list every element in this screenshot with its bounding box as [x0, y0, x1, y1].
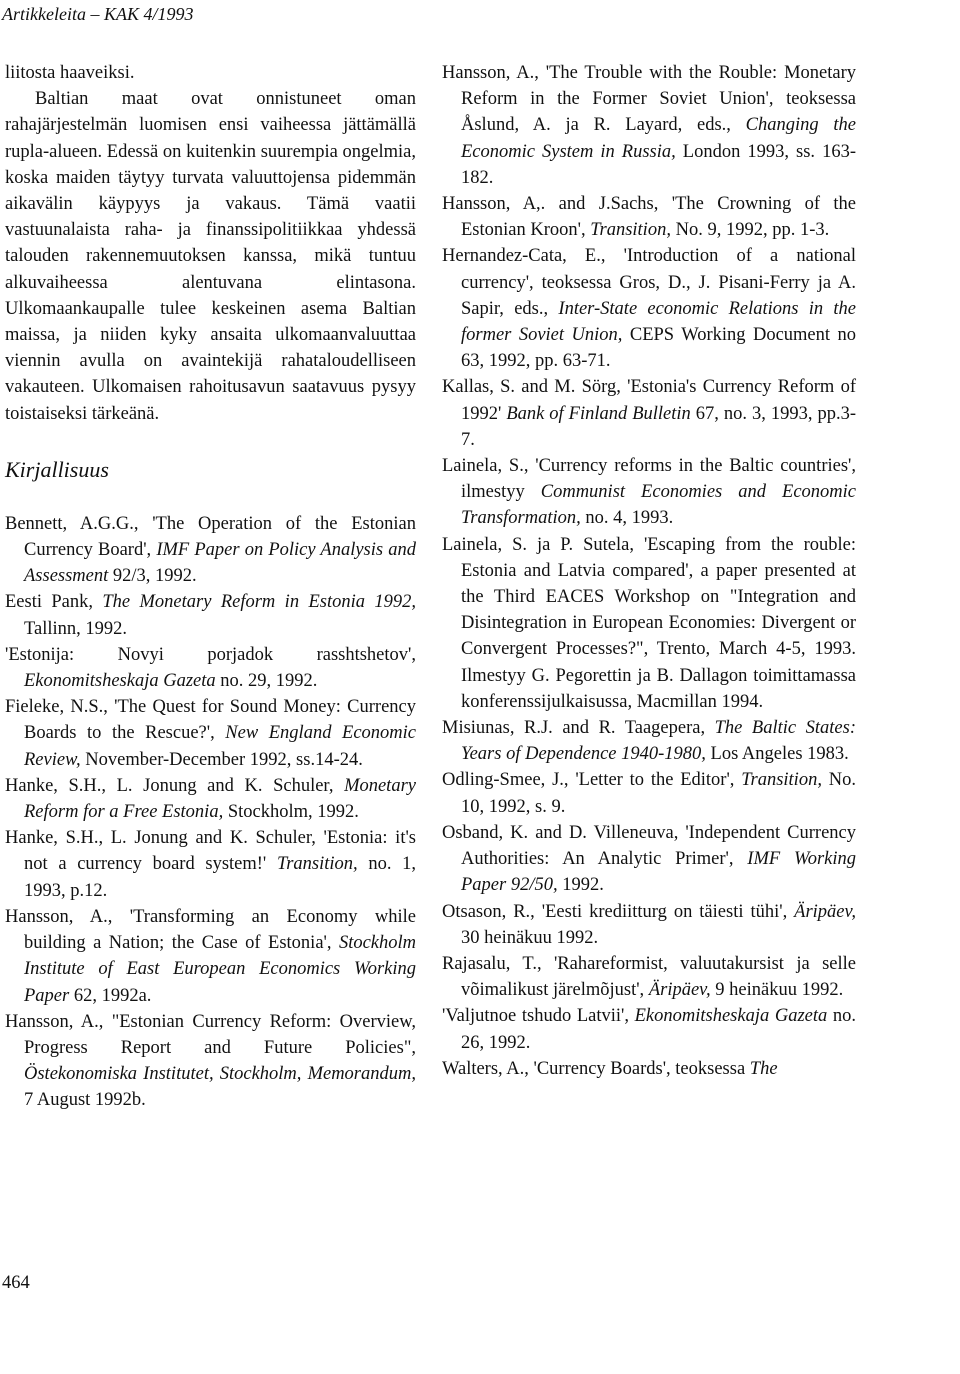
- page-number: 464: [2, 1273, 30, 1293]
- reference-text: Bennett, A.G.G., 'The Operation of the Estonian Currency Board',: [5, 513, 416, 561]
- reference-title: Östekonomiska Institutet, Stockholm, Memorandum,: [24, 1064, 416, 1085]
- reference-text: 67, no. 3, 1993, pp.3-7.: [461, 403, 856, 450]
- reference-text: Hansson, A., 'The Trouble with the Rouble: Monetary Reform in the Former Soviet Union', teoksessa Åslund, A. ja R. Layard, eds.,: [442, 63, 856, 136]
- reference-list-left: [5, 511, 416, 1114]
- reference-title: Äripäev,: [794, 901, 856, 922]
- reference-text: 7 August 1992b.: [24, 1090, 146, 1111]
- reference-entry: [442, 243, 856, 374]
- reference-entry: [442, 453, 856, 532]
- reference-title: Ekonomitsheskaja Gazeta: [634, 1006, 828, 1027]
- reference-entry: [442, 820, 856, 899]
- reference-text: 1992.: [557, 875, 604, 896]
- reference-text: CEPS Working Document no 63, 1992, pp. 63-71.: [461, 325, 857, 372]
- reference-text: London 1993, ss. 163-182.: [461, 141, 856, 188]
- reference-text: No. 10, 1992, s. 9.: [461, 770, 856, 817]
- reference-entry: [442, 1056, 856, 1082]
- reference-entry: [442, 767, 856, 819]
- reference-text: Los Angeles 1983.: [705, 744, 849, 765]
- reference-entry: [5, 589, 416, 641]
- reference-entry: [5, 773, 416, 825]
- reference-title: Monetary Reform for a Free Estonia,: [24, 775, 416, 823]
- reference-text: Lainela, S. ja P. Sutela, 'Escaping from the rouble: Estonia and Latvia compared', a paper presented at the Third EACES Workshop on "Integration and Disintegration in European Economies: Divergent or Convergent Processes?", Trento, March 4-5, 1993. Ilmestyy G. Pegorettin ja B. Dallagon toimittamassa konferenssijulkaisussa, Macmillan 1994.: [442, 534, 856, 712]
- reference-text: Rajasalu, T., 'Rahareformist, valuutakursist ja selle võimalikust järelmõjust',: [442, 953, 856, 1001]
- reference-entry: [442, 715, 856, 767]
- right-column: [442, 60, 856, 1082]
- reference-text: 92/3, 1992.: [108, 566, 197, 587]
- reference-entry: [5, 642, 416, 694]
- reference-entry: [442, 532, 856, 715]
- reference-title: Transition,: [276, 854, 358, 875]
- running-header: Artikkeleita – KAK 4/1993: [2, 4, 194, 24]
- reference-text: No. 9, 1992, pp. 1-3.: [670, 220, 830, 241]
- reference-text: November-December 1992, ss.14-24.: [80, 749, 363, 770]
- reference-title: The Baltic States: Years of Dependence 1940-1980,: [461, 718, 856, 765]
- reference-title: The: [749, 1058, 778, 1079]
- reference-text: Hansson, A., "Estonian Currency Reform: Overview, Progress Report and Future Policies",: [5, 1011, 416, 1058]
- reference-text: 62, 1992a.: [69, 985, 152, 1006]
- reference-text: no. 26, 1992.: [461, 1006, 856, 1053]
- reference-entry: [442, 1003, 856, 1055]
- section-heading-references: Kirjallisuus: [5, 456, 109, 482]
- reference-text: Walters, A., 'Currency Boards', teoksessa: [442, 1058, 750, 1079]
- reference-text: Misiunas, R.J. and R. Taagepera,: [442, 718, 715, 739]
- reference-title: IMF Paper on Policy Analysis and Assessment: [24, 540, 416, 587]
- reference-title: Stockholm Institute of East European Economics Working Paper: [24, 933, 416, 1006]
- body-paragraph-continuation: liitosta haaveiksi.: [5, 63, 135, 83]
- reference-entry: [442, 951, 856, 1003]
- reference-text: Otsason, R., 'Eesti krediitturg on täiesti tühi',: [442, 901, 795, 922]
- reference-text: no. 4, 1993.: [580, 508, 674, 529]
- reference-title: IMF Working Paper 92/50,: [461, 849, 856, 896]
- reference-list-right: [442, 60, 856, 1082]
- left-column: [5, 60, 416, 1114]
- reference-text: Osband, K. and D. Villeneuva, 'Independent Currency Authorities: An Analytic Primer',: [442, 822, 856, 870]
- body-paragraph: Baltian maat ovat onnistuneet oman rahajärjestelmän luomisen ensi vaiheessa jättämällä rupla-alueen. Edessä on kuitenkin suurempia ongelmia, koska maiden täytyy turvata valuuttojensa pidemmän aikavälin käypyys ja vakaus. Tämä vaatii vastuunalaista raha- ja finanssipolitiikkaa yhdessä talouden rakennemuutoksen kanssa, mikä tuntuu alkuvaiheessa alentuvana elintasona. Ulkomaankaupalle tulee keskeinen asema Baltian maissa, ja niiden kyky ansaita ulkomaanvaluuttaa viennin avulla on avaintekijä rahataloudelliseen vakauteen. Ulkomaisen rahoitusavun saatavuus pysyy toistaiseksi tärkeänä.: [5, 89, 416, 424]
- reference-text: no. 29, 1992.: [215, 671, 318, 692]
- reference-text: Hernandez-Cata, E., 'Introduction of a national currency', teoksessa Gros, D., J. Pisani-Ferry ja A. Sapir, eds.,: [442, 246, 856, 319]
- reference-text: Tallinn, 1992.: [24, 618, 128, 639]
- reference-title: Inter-State economic Relations in the former Soviet Union,: [461, 298, 856, 346]
- reference-text: Kallas, S. and M. Sörg, 'Estonia's Currency Reform of 1992': [442, 377, 856, 424]
- reference-text: Fieleke, N.S., 'The Quest for Sound Money: Currency Boards to the Rescue?',: [5, 697, 416, 744]
- reference-text: 9 heinäkuu 1992.: [710, 980, 844, 1001]
- reference-title: Äripäev,: [648, 980, 711, 1001]
- reference-text: Hansson, A., 'Transforming an Economy while building a Nation; the Case of Estonia',: [5, 906, 416, 954]
- reference-title: Transition,: [741, 770, 822, 791]
- reference-text: no. 1, 1993, p.12.: [24, 854, 417, 901]
- reference-entry: [5, 511, 416, 590]
- reference-title: Changing the Economic System in Russia,: [461, 115, 856, 162]
- reference-entry: [5, 1009, 416, 1114]
- reference-text: Hanke, S.H., L. Jonung and K. Schuler,: [5, 775, 345, 796]
- reference-text: Stockholm, 1992.: [223, 802, 359, 823]
- reference-entry: [5, 904, 416, 1009]
- reference-title: Bank of Finland Bulletin: [506, 403, 691, 424]
- reference-entry: [5, 694, 416, 773]
- reference-text: Odling-Smee, J., 'Letter to the Editor',: [442, 770, 742, 791]
- reference-entry: [442, 899, 856, 951]
- reference-title: Communist Economies and Economic Transformation,: [461, 482, 856, 529]
- reference-text: Hansson, A,. and J.Sachs, 'The Crowning of the Estonian Kroon',: [442, 194, 856, 241]
- reference-entry: [442, 191, 856, 243]
- reference-title: Ekonomitsheskaja Gazeta: [24, 671, 216, 692]
- reference-text: Hanke, S.H., L. Jonung and K. Schuler, 'Estonia: it's not a currency board system!': [5, 828, 416, 875]
- reference-title: The Monetary Reform in Estonia 1992,: [102, 592, 416, 613]
- reference-text: Lainela, S., 'Currency reforms in the Baltic countries', ilmestyy: [442, 456, 856, 503]
- reference-title: Transition,: [590, 220, 671, 241]
- reference-text: 30 heinäkuu 1992.: [461, 927, 599, 948]
- reference-text: 'Valjutnoe tshudo Latvii',: [442, 1006, 635, 1027]
- reference-title: New England Economic Review,: [24, 723, 416, 770]
- reference-text: 'Estonija: Novyi porjadok rasshtshetov',: [5, 644, 416, 665]
- reference-text: Eesti Pank,: [5, 592, 103, 613]
- reference-entry: [442, 60, 856, 191]
- reference-entry: [5, 825, 416, 904]
- reference-entry: [442, 374, 856, 453]
